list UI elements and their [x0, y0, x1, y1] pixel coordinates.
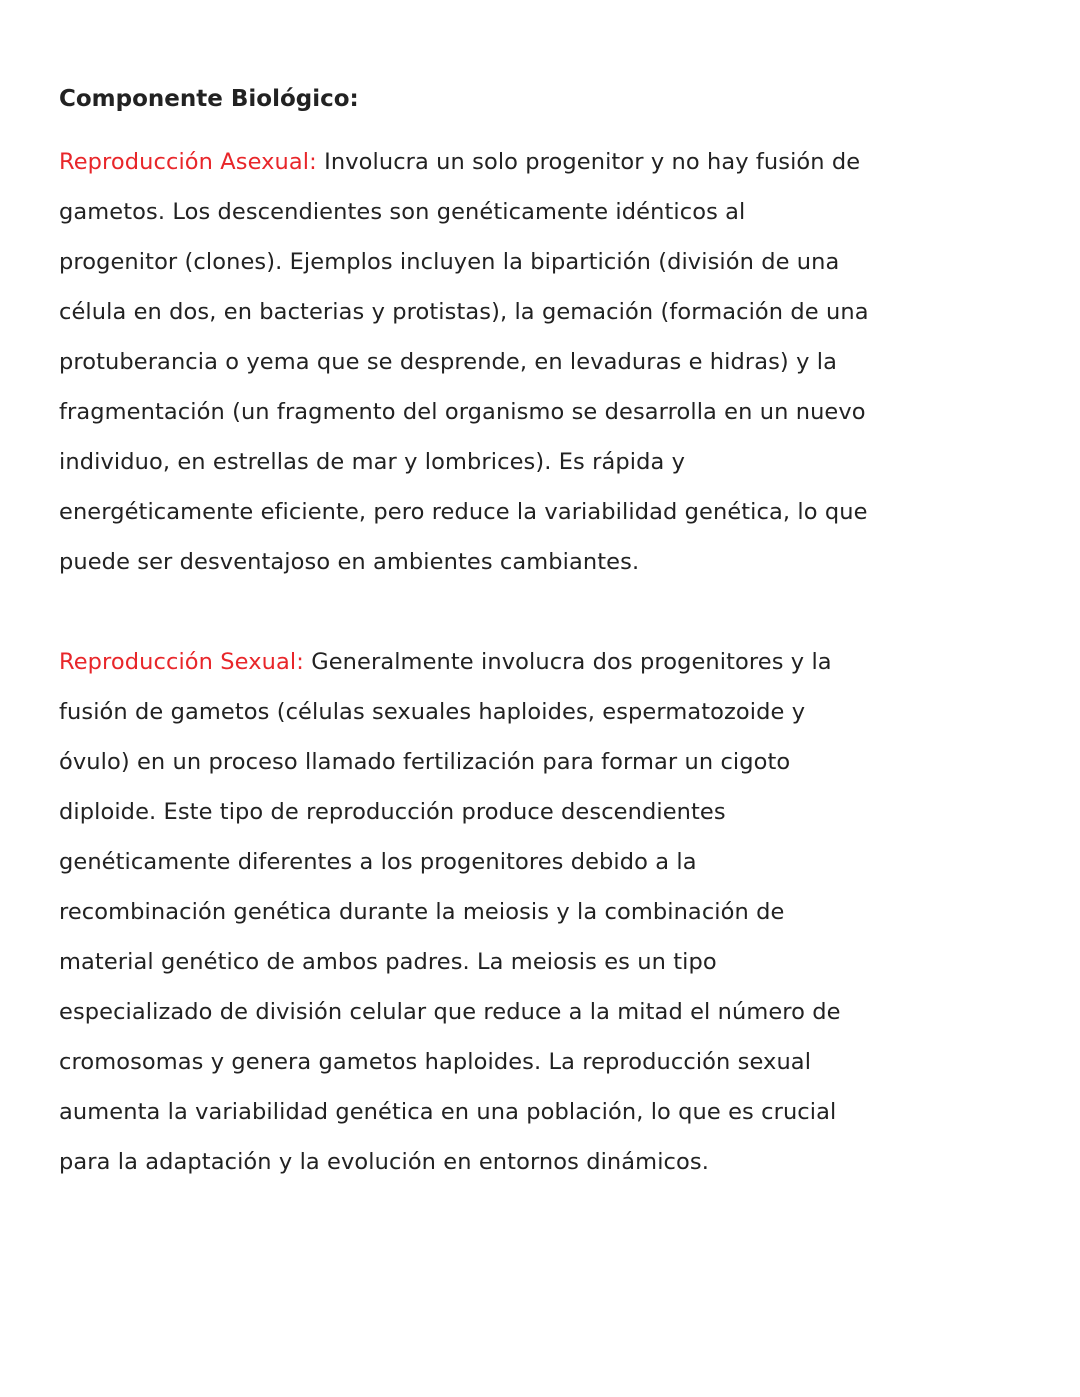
term-sexual-reproduction: Reproducción Sexual:	[59, 649, 304, 675]
paragraph-asexual-reproduction	[59, 137, 869, 587]
section-heading: Componente Biológico:	[59, 86, 359, 112]
body-sexual-reproduction: Generalmente involucra dos progenitores y la fusión de gametos (células sexuales haploides, espermatozoide y óvulo) en un proceso llamado fertilización para formar un cigoto diploide. Este tipo de reproducción produce descendientes genéticamente diferentes a los progenitores debido a la recombinación genética durante la meiosis y la combinación de material genético de ambos padres. La meiosis es un tipo especializado de división celular que reduce a la mitad el número de cromosomas y genera gametos haploides. La reproducción sexual aumenta la variabilidad genética en una población, lo que es crucial para la adaptación y la evolución en entornos dinámicos.	[59, 649, 841, 1175]
paragraph-sexual-reproduction	[59, 637, 869, 1187]
document-page	[59, 80, 869, 1187]
body-asexual-reproduction: Involucra un solo progenitor y no hay fusión de gametos. Los descendientes son genéticamente idénticos al progenitor (clones). Ejemplos incluyen la bipartición (división de una célula en dos, en bacterias y protistas), la gemación (formación de una protuberancia o yema que se desprende, en levaduras e hidras) y la fragmentación (un fragmento del organismo se desarrolla en un nuevo individuo, en estrellas de mar y lombrices). Es rápida y energéticamente eficiente, pero reduce la variabilidad genética, lo que puede ser desventajoso en ambientes cambiantes.	[59, 149, 869, 575]
term-asexual-reproduction: Reproducción Asexual:	[59, 149, 317, 175]
